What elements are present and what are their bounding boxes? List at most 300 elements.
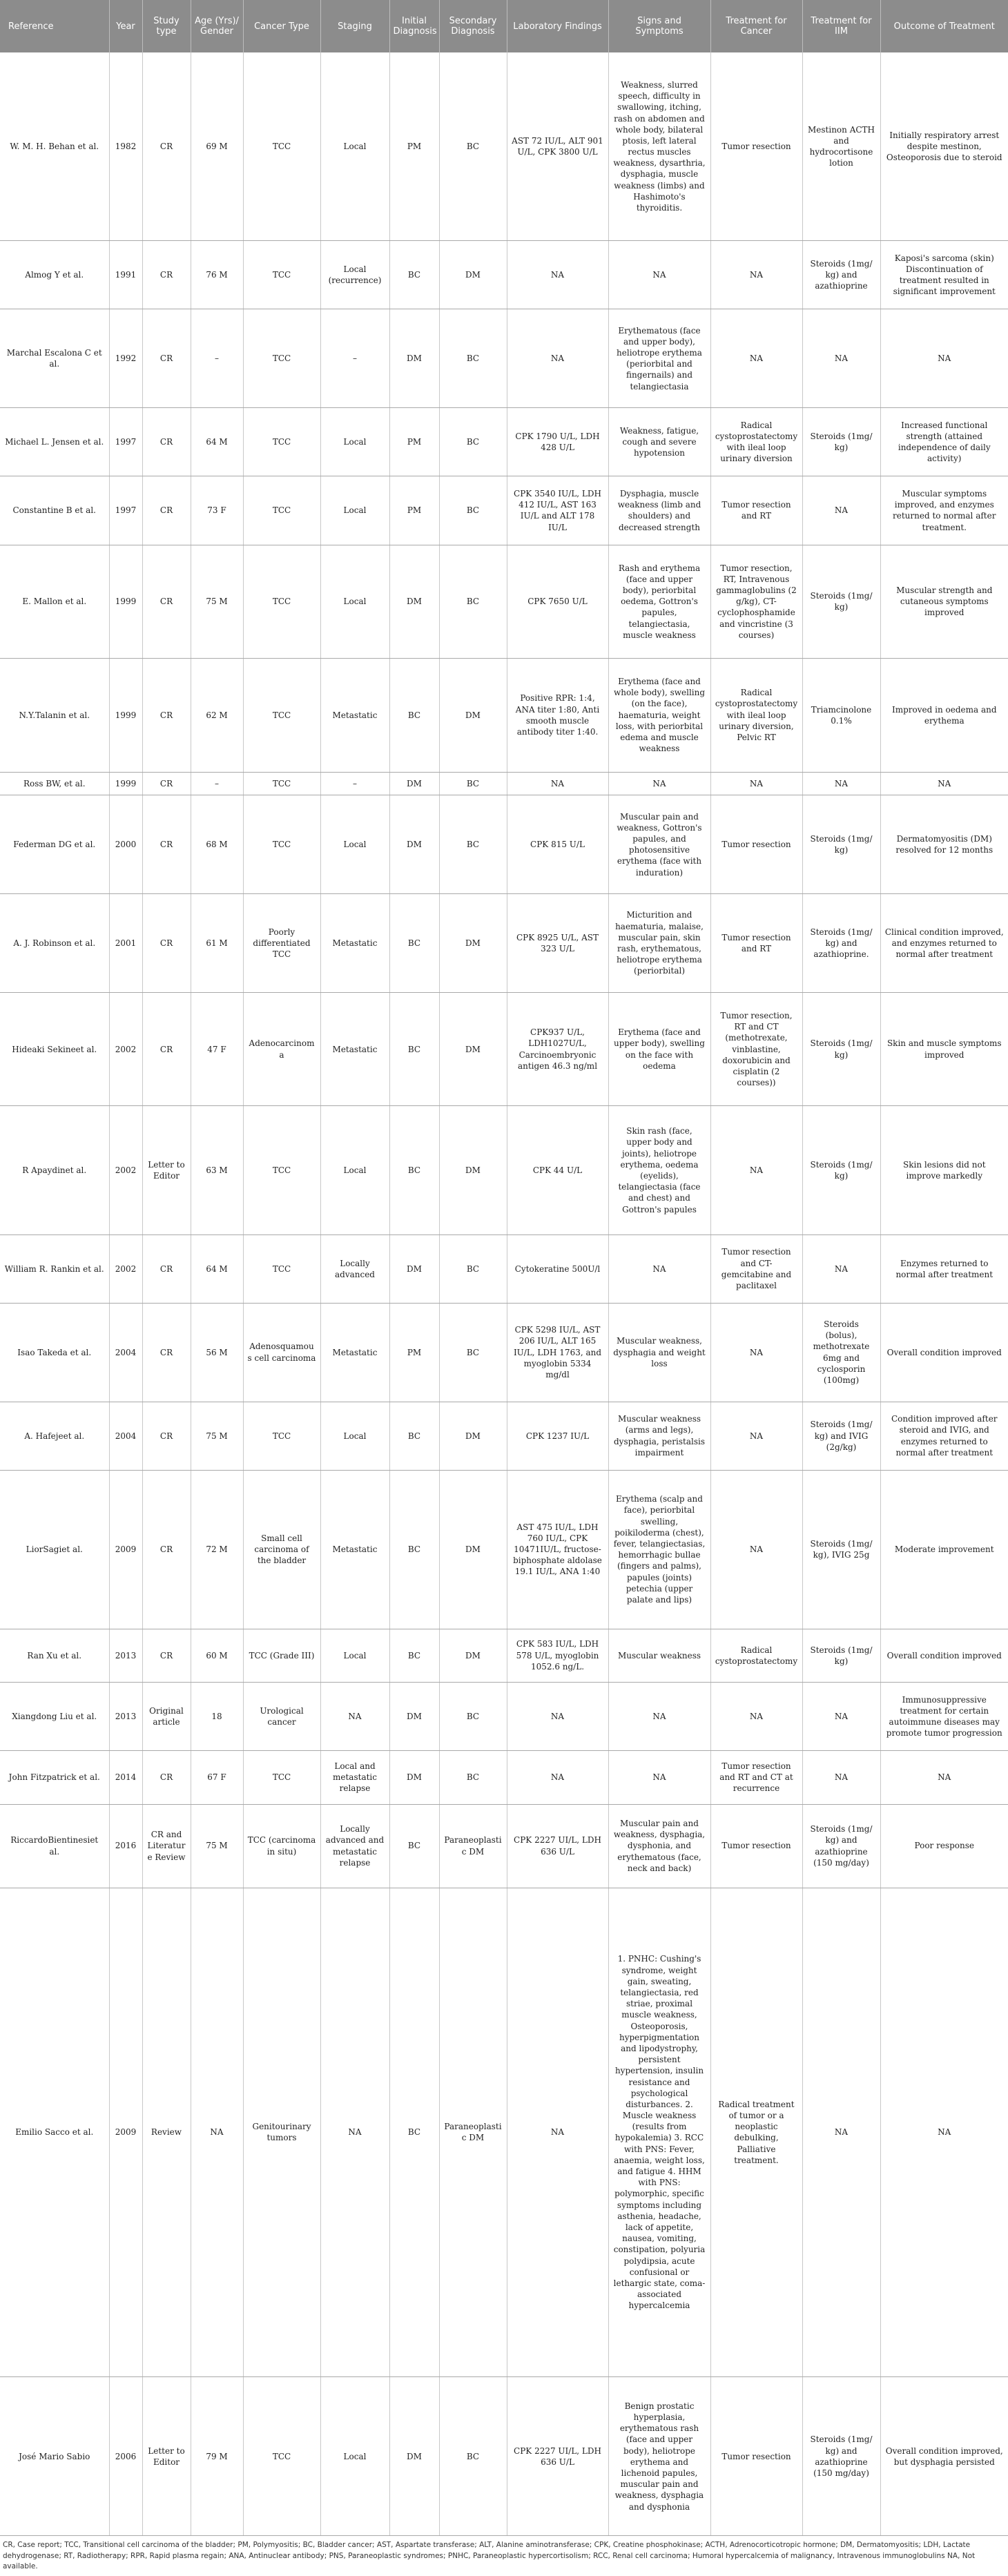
table-cell: CPK 5298 IU/L, AST 206 IU/L, ALT 165 IU/L, LDH 1763, and myoglobin 5334 mg/dl (507, 1303, 608, 1402)
table-cell: Enzymes returned to normal after treatment (880, 1234, 1008, 1303)
table-cell: 1997 (109, 408, 142, 476)
table-cell: Radical cystoprostatectomy with ileal loop urinary diversion, Pelvic RT (710, 659, 802, 773)
table-cell: Overall condition improved (880, 1303, 1008, 1402)
table-cell: 76 M (191, 241, 243, 309)
table-cell: BC (439, 1751, 507, 1804)
table-cell: BC (389, 241, 439, 309)
column-header: Laboratory Findings (507, 0, 608, 52)
table-row (0, 241, 1008, 309)
table-footnote: CR, Case report; TCC, Transitional cell carcinoma of the bladder; PM, Polymyositis; BC, Bladder cancer; AST, Aspartate transferase; ALT, Alanine aminotransferase; CPK, Creatine phosphokinase; ACTH, Adrenocorticotropic hormone; DM, Dermatomyositis; LDH, Lactate dehydrogenase; RT, Radiotherapy; RPR, Rapid plasma regain; ANA, Antinuclear antibody; PNS, Paraneoplastic syndromes; PNHC, Paraneoplastic hypercortisolism; RCC, Renal cell carcinoma; Humoral hypercalcemia of malignancy, Intravenous immunoglobulins NA, Not available. (3, 2541, 976, 2570)
table-cell: Urological cancer (243, 1682, 320, 1750)
table-cell: Paraneoplastic DM (439, 1804, 507, 1888)
table-cell: BC (389, 1888, 439, 2377)
table-cell: Steroids (bolus), methotrexate 6mg and cyclosporin (100mg) (802, 1303, 880, 1402)
table-cell: BC (439, 1234, 507, 1303)
table-cell: NA (608, 1234, 710, 1303)
table-row (0, 545, 1008, 659)
table-cell: TCC (243, 52, 320, 241)
table-cell: Cytokeratine 500U/l (507, 1234, 608, 1303)
table-cell: DM (389, 1234, 439, 1303)
table-cell: Skin rash (face, upper body and joints), heliotrope erythema, oedema (eyelids), telangiectasia (face and chest) and Gottron's papules (608, 1106, 710, 1234)
table-cell: Muscular weakness (arms and legs), dysphagia, peristalsis impairment (608, 1402, 710, 1470)
table-cell: NA (608, 772, 710, 795)
table-cell: TCC (243, 1234, 320, 1303)
table-cell: Erythema (face and whole body), swelling (on the face), haematuria, weight loss, with periorbital edema and muscle weakness (608, 659, 710, 773)
table-cell: NA (710, 1106, 802, 1234)
table-row (0, 408, 1008, 476)
table-cell: DM (389, 2377, 439, 2536)
table-row (0, 992, 1008, 1106)
table-cell: Skin lesions did not improve markedly (880, 1106, 1008, 1234)
table-cell: Rash and erythema (face and upper body), periorbital oedema, Gottron's papules, telangiectasia, muscle weakness (608, 545, 710, 659)
table-cell: 75 M (191, 545, 243, 659)
table-cell: CR (142, 992, 191, 1106)
table-cell: CR (142, 1629, 191, 1682)
table-cell: BC (439, 408, 507, 476)
table-cell: John Fitzpatrick et al. (0, 1751, 109, 1804)
table-cell: Mestinon ACTH and hydrocortisone lotion (802, 52, 880, 241)
table-cell: BC (389, 894, 439, 993)
table-cell: Steroids (1mg/ kg) and azathioprine (802, 241, 880, 309)
table-row (0, 1629, 1008, 1682)
table-cell: Immunosuppressive treatment for certain autoimmune diseases may promote tumor progression (880, 1682, 1008, 1750)
table-cell: DM (439, 992, 507, 1106)
table-cell: Local (320, 1629, 389, 1682)
table-cell: NA (802, 309, 880, 408)
table-cell: TCC (243, 2377, 320, 2536)
table-cell: Clinical condition improved, and enzymes returned to normal after treatment (880, 894, 1008, 993)
table-cell: 1992 (109, 309, 142, 408)
table-cell: Xiangdong Liu et al. (0, 1682, 109, 1750)
table-cell: NA (608, 241, 710, 309)
table-cell: Tumor resection (710, 1804, 802, 1888)
table-cell: Tumor resection (710, 795, 802, 894)
table-cell: Steroids (1mg/ kg) (802, 992, 880, 1106)
table-cell: 73 F (191, 476, 243, 545)
table-cell: AST 475 IU/L, LDH 760 IU/L, CPK 10471IU/L, fructose-biphosphate aldolase 19.1 IU/L, ANA 1:40 (507, 1470, 608, 1629)
table-cell: NA (710, 1303, 802, 1402)
table-cell: NA (802, 772, 880, 795)
table-cell: Locally advanced and metastatic relapse (320, 1804, 389, 1888)
table-cell: NA (191, 1888, 243, 2377)
table-cell: Local (320, 1106, 389, 1234)
table-cell: NA (710, 1470, 802, 1629)
table-cell: CR (142, 1234, 191, 1303)
table-cell: NA (608, 1751, 710, 1804)
table-cell: BC (439, 545, 507, 659)
table-cell: DM (439, 1402, 507, 1470)
table-cell: TCC (243, 1402, 320, 1470)
table-cell: CR (142, 241, 191, 309)
table-cell: RiccardoBientinesiet al. (0, 1804, 109, 1888)
table-cell: DM (439, 1470, 507, 1629)
table-cell: 2016 (109, 1804, 142, 1888)
table-cell: 68 M (191, 795, 243, 894)
table-cell: DM (439, 659, 507, 773)
table-cell: Improved in oedema and erythema (880, 659, 1008, 773)
table-cell: 2004 (109, 1402, 142, 1470)
table-cell: R Apaydinet al. (0, 1106, 109, 1234)
table-cell: BC (389, 1804, 439, 1888)
table-cell: 2013 (109, 1682, 142, 1750)
table-cell: Steroids (1mg/ kg) and azathioprine (150 mg/day) (802, 2377, 880, 2536)
table-cell: Federman DG et al. (0, 795, 109, 894)
table-cell: BC (439, 795, 507, 894)
table-cell: NA (802, 1682, 880, 1750)
table-cell: PM (389, 476, 439, 545)
table-cell: Dermatomyositis (DM) resolved for 12 months (880, 795, 1008, 894)
table-cell: CPK 2227 UI/L, LDH 636 U/L (507, 1804, 608, 1888)
table-cell: Tumor resection, RT and CT (methotrexate, vinblastine, doxorubicin and cisplatin (2 courses)) (710, 992, 802, 1106)
table-cell: 1999 (109, 545, 142, 659)
column-header: Secondary Diagnosis (439, 0, 507, 52)
table-cell: NA (802, 1888, 880, 2377)
table-cell: NA (880, 1751, 1008, 1804)
table-cell: CR (142, 1751, 191, 1804)
table-cell: LiorSagiet al. (0, 1470, 109, 1629)
table-cell: Muscular symptoms improved, and enzymes returned to normal after treatment. (880, 476, 1008, 545)
table-cell: NA (880, 309, 1008, 408)
table-row (0, 2377, 1008, 2536)
column-header: Signs and Symptoms (608, 0, 710, 52)
table-cell: Metastatic (320, 894, 389, 993)
table-cell: Constantine B et al. (0, 476, 109, 545)
table-cell: BC (439, 772, 507, 795)
table-cell: 64 M (191, 408, 243, 476)
table-cell: Ran Xu et al. (0, 1629, 109, 1682)
table-cell: CPK 2227 UI/L, LDH 636 U/L (507, 2377, 608, 2536)
table-cell: Steroids (1mg/ kg) and IVIG (2g/kg) (802, 1402, 880, 1470)
table-cell: E. Mallon et al. (0, 545, 109, 659)
table-cell: TCC (carcinoma in situ) (243, 1804, 320, 1888)
table-cell: 2000 (109, 795, 142, 894)
table-cell: Review (142, 1888, 191, 2377)
table-cell: 75 M (191, 1402, 243, 1470)
table-cell: Steroids (1mg/ kg) (802, 545, 880, 659)
table-cell: Muscular pain and weakness, Gottron's papules, and photosensitive erythema (face with induration) (608, 795, 710, 894)
table-cell: 61 M (191, 894, 243, 993)
table-cell: Local (320, 52, 389, 241)
table-cell: NA (320, 1682, 389, 1750)
table-row (0, 1303, 1008, 1402)
table-cell: BC (389, 1470, 439, 1629)
table-cell: DM (389, 545, 439, 659)
table-cell: TCC (243, 659, 320, 773)
table-cell: Moderate improvement (880, 1470, 1008, 1629)
table-cell: Tumor resection and RT (710, 476, 802, 545)
table-header-row (0, 0, 1008, 52)
table-row (0, 1402, 1008, 1470)
table-cell: 2013 (109, 1629, 142, 1682)
table-cell: CPK 8925 U/L, AST 323 U/L (507, 894, 608, 993)
table-cell: TCC (243, 241, 320, 309)
column-header: Cancer Type (243, 0, 320, 52)
table-cell: Micturition and haematuria, malaise, muscular pain, skin rash, erythematous, heliotrope erythema (periorbital) (608, 894, 710, 993)
table-row (0, 1888, 1008, 2377)
table-cell: Almog Y et al. (0, 241, 109, 309)
table-cell: NA (507, 1888, 608, 2377)
table-cell: CPK 44 U/L (507, 1106, 608, 1234)
table-cell: NA (608, 1682, 710, 1750)
table-cell: CPK 1237 IU/L (507, 1402, 608, 1470)
table-cell: CPK 815 U/L (507, 795, 608, 894)
table-cell: 2014 (109, 1751, 142, 1804)
table-cell: A. Hafejeet al. (0, 1402, 109, 1470)
table-cell: Tumor resection, RT, Intravenous gammaglobulins (2 g/kg), CT- cyclophosphamide and vincristine (3 courses) (710, 545, 802, 659)
table-cell: NA (507, 241, 608, 309)
table-cell: CPK 583 IU/L, LDH 578 U/L, myoglobin 1052.6 ng/L. (507, 1629, 608, 1682)
table-cell: Muscular pain and weakness, dysphagia, dysphonia, and erythematous (face, neck and back) (608, 1804, 710, 1888)
table-cell: Metastatic (320, 1470, 389, 1629)
table-row (0, 1751, 1008, 1804)
table-cell: BC (389, 659, 439, 773)
table-cell: 2002 (109, 1234, 142, 1303)
table-cell: Weakness, slurred speech, difficulty in swallowing, itching, rash on abdomen and whole body, bilateral ptosis, left lateral rectus muscles weakness, dysarthria, dysphagia, muscle weakness (limbs) and Hashimoto's thyroiditis. (608, 52, 710, 241)
table-cell: 1999 (109, 659, 142, 773)
table-cell: NA (710, 309, 802, 408)
table-cell: CR (142, 1470, 191, 1629)
table-cell: Initially respiratory arrest despite mestinon, Osteoporosis due to steroid (880, 52, 1008, 241)
table-cell: Steroids (1mg/ kg) (802, 795, 880, 894)
table-cell: 62 M (191, 659, 243, 773)
table-cell: DM (389, 1751, 439, 1804)
table-cell: Erythema (face and upper body), swelling on the face with oedema (608, 992, 710, 1106)
table-cell: Erythematous (face and upper body), heliotrope erythema (periorbital and fingernails) and telangiectasia (608, 309, 710, 408)
table-cell: – (191, 309, 243, 408)
table-cell: 1997 (109, 476, 142, 545)
table-cell: DM (439, 241, 507, 309)
table-cell: TCC (243, 309, 320, 408)
table-cell: BC (389, 1106, 439, 1234)
table-row (0, 772, 1008, 795)
table-cell: 2002 (109, 992, 142, 1106)
column-header: Outcome of Treatment (880, 0, 1008, 52)
table-cell: TCC (243, 408, 320, 476)
table-row (0, 1682, 1008, 1750)
table-row (0, 1234, 1008, 1303)
table-cell: 1999 (109, 772, 142, 795)
table-cell: Radical cystoprostatectomy with ileal loop urinary diversion (710, 408, 802, 476)
table-cell: 2002 (109, 1106, 142, 1234)
table-cell: BC (439, 1682, 507, 1750)
table-cell: Metastatic (320, 659, 389, 773)
table-cell: Metastatic (320, 1303, 389, 1402)
table-cell: Radical treatment of tumor or a neoplastic debulking, Palliative treatment. (710, 1888, 802, 2377)
table-cell: Tumor resection (710, 2377, 802, 2536)
table-cell: – (191, 772, 243, 795)
table-cell: Local (320, 408, 389, 476)
table-cell: Erythema (scalp and face), periorbital swelling, poikiloderma (chest), fever, telangiectasias, hemorrhagic bullae (fingers and palms), papules (joints) petechia (upper palate and lips) (608, 1470, 710, 1629)
table-cell: CR (142, 659, 191, 773)
table-cell: BC (389, 992, 439, 1106)
table-cell: Overall condition improved, but dysphagia persisted (880, 2377, 1008, 2536)
table-cell: Skin and muscle symptoms improved (880, 992, 1008, 1106)
table-row (0, 476, 1008, 545)
table-cell: NA (507, 309, 608, 408)
table-row (0, 52, 1008, 241)
table-cell: CR (142, 408, 191, 476)
table-cell: CR (142, 1303, 191, 1402)
table-cell: TCC (243, 772, 320, 795)
table-cell: CR (142, 476, 191, 545)
table-cell: BC (439, 52, 507, 241)
column-header: Age (Yrs)/ Gender (191, 0, 243, 52)
table-cell: BC (389, 1629, 439, 1682)
table-row (0, 1804, 1008, 1888)
table-cell: Hideaki Sekineet al. (0, 992, 109, 1106)
table-cell: 60 M (191, 1629, 243, 1682)
table-cell: BC (439, 1303, 507, 1402)
table-cell: W. M. H. Behan et al. (0, 52, 109, 241)
table-cell: 67 F (191, 1751, 243, 1804)
table-cell: Tumor resection (710, 52, 802, 241)
table-cell: NA (507, 1751, 608, 1804)
table-cell: Muscular strength and cutaneous symptoms improved (880, 545, 1008, 659)
table-cell: Positive RPR: 1:4, ANA titer 1:80, Anti smooth muscle antibody titer 1:40. (507, 659, 608, 773)
table-cell: DM (439, 894, 507, 993)
table-cell: 63 M (191, 1106, 243, 1234)
table-cell: AST 72 IU/L, ALT 901 U/L, CPK 3800 U/L (507, 52, 608, 241)
column-header: Initial Diagnosis (389, 0, 439, 52)
table-cell: NA (507, 1682, 608, 1750)
table-cell: BC (439, 309, 507, 408)
table-cell: Locally advanced (320, 1234, 389, 1303)
column-header: Reference (0, 0, 109, 52)
table-cell: CPK937 U/L, LDH1027U/L, Carcinoembryonic antigen 46.3 ng/ml (507, 992, 608, 1106)
column-header: Study type (142, 0, 191, 52)
table-cell: Local (320, 2377, 389, 2536)
table-cell: Adenocarcinoma (243, 992, 320, 1106)
table-cell: 79 M (191, 2377, 243, 2536)
table-cell: NA (880, 772, 1008, 795)
table-cell: 69 M (191, 52, 243, 241)
table-cell: 1991 (109, 241, 142, 309)
table-row (0, 795, 1008, 894)
table-cell: Condition improved after steroid and IVIG, and enzymes returned to normal after treatment (880, 1402, 1008, 1470)
table-cell: Steroids (1mg/ kg), IVIG 25g (802, 1470, 880, 1629)
table-cell: TCC (243, 545, 320, 659)
table-cell: NA (802, 1234, 880, 1303)
table-cell: NA (710, 241, 802, 309)
table-cell: BC (389, 1402, 439, 1470)
table-cell: Letter to Editor (142, 2377, 191, 2536)
table-cell: DM (389, 772, 439, 795)
table-cell: Steroids (1mg/ kg) and azathioprine. (802, 894, 880, 993)
table-cell: Emilio Sacco et al. (0, 1888, 109, 2377)
table-cell: N.Y.Talanin et al. (0, 659, 109, 773)
table-cell: José Mario Sabio (0, 2377, 109, 2536)
table-cell: Local (320, 1402, 389, 1470)
table-cell: DM (389, 309, 439, 408)
table-cell: Local (320, 476, 389, 545)
table-cell: CR (142, 52, 191, 241)
table-cell: Weakness, fatigue, cough and severe hypotension (608, 408, 710, 476)
table-cell: 18 (191, 1682, 243, 1750)
table-cell: TCC (243, 1106, 320, 1234)
table-cell: NA (802, 1751, 880, 1804)
table-cell: 75 M (191, 1804, 243, 1888)
table-cell: CR (142, 894, 191, 993)
table-cell: CR (142, 772, 191, 795)
table-cell: Dysphagia, muscle weakness (limb and shoulders) and decreased strength (608, 476, 710, 545)
column-header: Treatment for Cancer (710, 0, 802, 52)
table-cell: Triamcinolone 0.1% (802, 659, 880, 773)
table-cell: NA (320, 1888, 389, 2377)
table-cell: BC (439, 2377, 507, 2536)
table-cell: 72 M (191, 1470, 243, 1629)
table-cell: Steroids (1mg/ kg) (802, 408, 880, 476)
table-cell: Radical cystoprostatectomy (710, 1629, 802, 1682)
table-cell: NA (710, 772, 802, 795)
table-cell: A. J. Robinson et al. (0, 894, 109, 993)
column-header: Staging (320, 0, 389, 52)
table-cell: Isao Takeda et al. (0, 1303, 109, 1402)
table-cell: Poor response (880, 1804, 1008, 1888)
table-cell: Original article (142, 1682, 191, 1750)
table-cell: DM (439, 1106, 507, 1234)
table-cell: PM (389, 52, 439, 241)
table-cell: CR (142, 1402, 191, 1470)
table-cell: Paraneoplastic DM (439, 1888, 507, 2377)
table-cell: Local (320, 545, 389, 659)
table-cell: CPK 7650 U/L (507, 545, 608, 659)
table-cell: DM (439, 1629, 507, 1682)
table-cell: NA (880, 1888, 1008, 2377)
table-cell: Steroids (1mg/ kg) and azathioprine (150 mg/day) (802, 1804, 880, 1888)
table-body (0, 52, 1008, 2536)
table-cell: DM (389, 795, 439, 894)
table-cell: 2009 (109, 1888, 142, 2377)
table-cell: CR (142, 309, 191, 408)
table-cell: 2006 (109, 2377, 142, 2536)
table-cell: Tumor resection and CT- gemcitabine and paclitaxel (710, 1234, 802, 1303)
table-cell: Local and metastatic relapse (320, 1751, 389, 1804)
table-cell: PM (389, 408, 439, 476)
table-cell: Michael L. Jensen et al. (0, 408, 109, 476)
table-cell: – (320, 309, 389, 408)
table-row (0, 1470, 1008, 1629)
table-cell: PM (389, 1303, 439, 1402)
table-cell: Steroids (1mg/ kg) (802, 1106, 880, 1234)
table-cell: CR and Literature Review (142, 1804, 191, 1888)
column-header: Year (109, 0, 142, 52)
table-cell: Muscular weakness (608, 1629, 710, 1682)
table-cell: Benign prostatic hyperplasia, erythematous rash (face and upper body), heliotrope erythema and lichenoid papules, muscular pain and weakness, dysphagia and dysphonia (608, 2377, 710, 2536)
table-cell: DM (389, 1682, 439, 1750)
table-cell: 2004 (109, 1303, 142, 1402)
table-cell: NA (507, 772, 608, 795)
table-cell: NA (710, 1402, 802, 1470)
table-cell: Steroids (1mg/ kg) (802, 1629, 880, 1682)
table-cell: 2009 (109, 1470, 142, 1629)
table-cell: Increased functional strength (attained independence of daily activity) (880, 408, 1008, 476)
table-cell: TCC (243, 1751, 320, 1804)
table-cell: Overall condition improved (880, 1629, 1008, 1682)
table-cell: Ross BW, et al. (0, 772, 109, 795)
table-cell: – (320, 772, 389, 795)
table-cell: CR (142, 795, 191, 894)
table-cell: NA (710, 1682, 802, 1750)
table-cell: Adenosquamous cell carcinoma (243, 1303, 320, 1402)
table-cell: Marchal Escalona C et al. (0, 309, 109, 408)
table-cell: 1982 (109, 52, 142, 241)
table-row (0, 659, 1008, 773)
column-header: Treatment for IIM (802, 0, 880, 52)
table-cell: TCC (Grade III) (243, 1629, 320, 1682)
table-cell: 2001 (109, 894, 142, 993)
table-cell: TCC (243, 476, 320, 545)
table-cell: Small cell carcinoma of the bladder (243, 1470, 320, 1629)
